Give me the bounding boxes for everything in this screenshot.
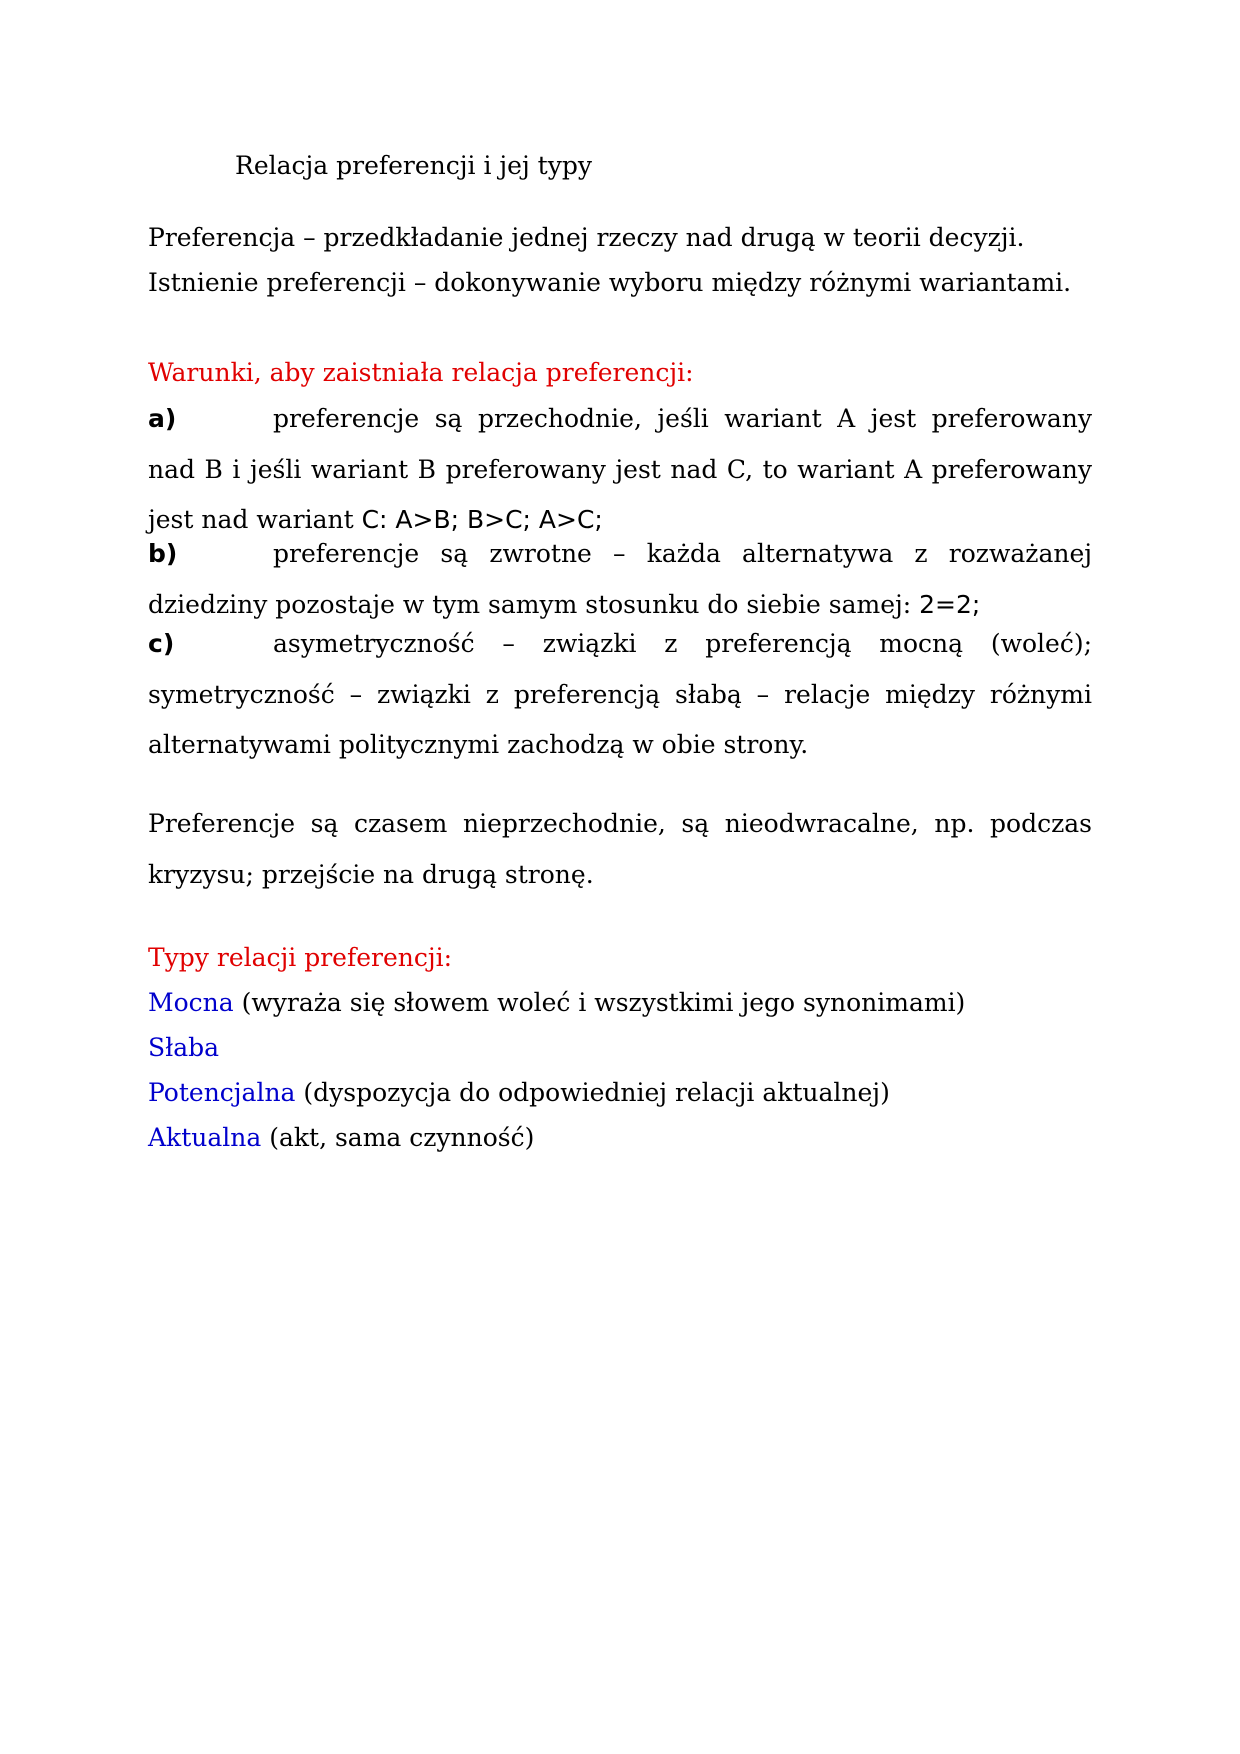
condition-a-text: preferencje są przechodnie, jeśli wariant A jest preferowany nad B i jeśli wariant B preferowany jest nad C, to wariant A preferowany jest nad wariant bbox=[148, 404, 1092, 534]
condition-b-text: preferencje są zwrotne – każda alternatywa z rozważanej dziedziny pozostaje w tym samym stosunku do siebie samej: bbox=[148, 539, 1092, 619]
condition-b bbox=[148, 529, 1092, 630]
type-desc: (wyraża się słowem woleć i wszystkimi jego synonimami) bbox=[233, 988, 966, 1017]
condition-a-formula: C: A>B; B>C; A>C; bbox=[361, 505, 603, 534]
condition-c-marker: c) bbox=[148, 629, 175, 658]
condition-c bbox=[148, 619, 1092, 771]
type-item-slaba bbox=[148, 1028, 219, 1068]
definition-istnienie-preferencji: Istnienie preferencji – dokonywanie wyboru między różnymi wariantami. bbox=[148, 268, 1072, 297]
note-paragraph: Preferencje są czasem nieprzechodnie, są nieodwracalne, np. podczas kryzysu; przejście na drugą stronę. bbox=[148, 809, 1092, 889]
condition-b-formula: 2=2; bbox=[919, 589, 981, 619]
document-title: Relacja preferencji i jej typy bbox=[235, 151, 592, 180]
condition-a-marker: a) bbox=[148, 404, 177, 433]
types-heading: Typy relacji preferencji: bbox=[148, 943, 453, 972]
condition-a bbox=[148, 394, 1092, 546]
type-desc: (dyspozycja do odpowiedniej relacji aktualnej) bbox=[295, 1078, 890, 1107]
condition-c-text: asymetryczność – związki z preferencją mocną (woleć); symetryczność – związki z preferencją słabą – relacje między różnymi alternatywami politycznymi zachodzą w obie strony. bbox=[148, 629, 1092, 759]
type-desc: (akt, sama czynność) bbox=[261, 1123, 535, 1152]
type-item-mocna bbox=[148, 983, 965, 1023]
type-name: Aktualna bbox=[148, 1123, 262, 1152]
conditions-heading: Warunki, aby zaistniała relacja preferencji: bbox=[148, 358, 694, 387]
definition-preferencja: Preferencja – przedkładanie jednej rzeczy nad drugą w teorii decyzji. bbox=[148, 223, 1025, 252]
type-name: Potencjalna bbox=[148, 1078, 296, 1107]
condition-b-marker: b) bbox=[148, 539, 178, 568]
type-item-aktualna bbox=[148, 1118, 534, 1158]
type-name: Słaba bbox=[148, 1033, 220, 1062]
document-page bbox=[148, 0, 1092, 1754]
type-name: Mocna bbox=[148, 988, 234, 1017]
type-item-potencjalna bbox=[148, 1073, 890, 1113]
